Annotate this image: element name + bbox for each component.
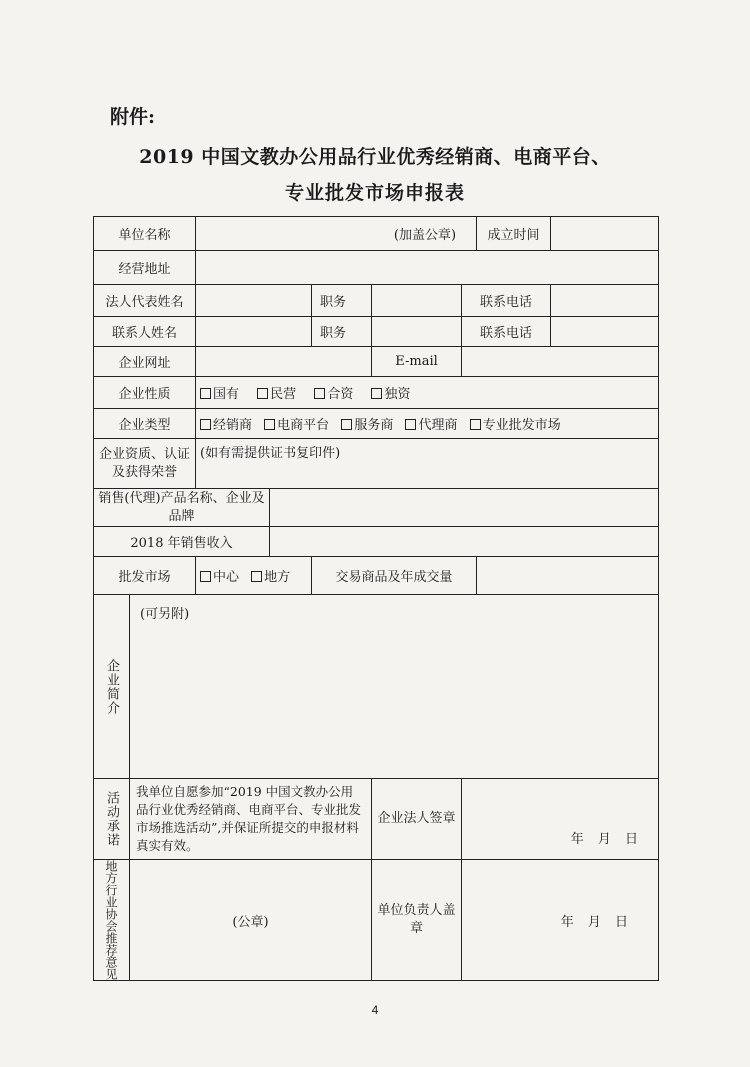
label-position: 职务 xyxy=(312,285,372,317)
position-field[interactable] xyxy=(372,285,462,317)
type-option[interactable]: 服务商 xyxy=(341,418,393,433)
phone-field[interactable] xyxy=(551,285,659,317)
label-phone: 联系电话 xyxy=(462,285,551,317)
date-2: 年 月 日 xyxy=(560,914,629,930)
label-legal-sign: 企业法人签章 xyxy=(372,779,462,860)
unit-name-field[interactable] xyxy=(196,217,477,251)
row-market xyxy=(94,557,659,595)
row-type xyxy=(94,409,659,439)
label-market: 批发市场 xyxy=(94,557,196,595)
label-unit-name: 单位名称 xyxy=(94,217,196,251)
checkbox-icon xyxy=(405,419,416,430)
checkbox-icon xyxy=(257,388,268,399)
address-field[interactable] xyxy=(196,251,659,285)
application-form xyxy=(93,216,659,981)
qualification-note: (如有需提供证书复印件) xyxy=(200,446,341,461)
seal-note: (加盖公章) xyxy=(393,228,457,243)
label-contact: 联系人姓名 xyxy=(94,317,196,347)
row-nature xyxy=(94,377,659,409)
legal-sign-field[interactable] xyxy=(462,779,659,860)
type-option[interactable]: 电商平台 xyxy=(264,418,329,433)
email-field[interactable] xyxy=(462,347,659,377)
type-option[interactable]: 经销商 xyxy=(200,418,252,433)
date-1: 年 月 日 xyxy=(570,832,639,847)
nature-option[interactable]: 合资 xyxy=(314,387,353,402)
row-intro xyxy=(94,595,659,779)
type-option[interactable]: 专业批发市场 xyxy=(470,418,561,433)
row-website xyxy=(94,347,659,377)
row-association xyxy=(94,860,659,981)
row-products xyxy=(94,489,659,527)
resp-sign-field[interactable] xyxy=(462,860,659,981)
position-field-2[interactable] xyxy=(372,317,462,347)
label-website: 企业网址 xyxy=(94,347,196,377)
market-options xyxy=(196,557,312,595)
intro-field[interactable] xyxy=(130,595,659,779)
form-title-line2: 专业批发市场申报表 xyxy=(284,182,465,204)
nature-option[interactable]: 独资 xyxy=(371,387,410,402)
nature-option[interactable]: 民营 xyxy=(257,387,296,402)
page-number: 4 xyxy=(371,1003,379,1017)
pledge-text: 我单位自愿参加“2019 中国文教办公用品行业优秀经销商、电商平台、专业批发市场推选活动”,并保证所提交的申报材料真实有效。 xyxy=(130,779,372,860)
sales-field[interactable] xyxy=(270,527,659,557)
contact-field[interactable] xyxy=(196,317,312,347)
label-resp-sign: 单位负责人盖章 xyxy=(372,860,462,981)
row-qualification xyxy=(94,439,659,489)
phone-field-2[interactable] xyxy=(551,317,659,347)
nature-option[interactable]: 国有 xyxy=(200,387,239,402)
nature-options xyxy=(196,377,659,409)
market-option[interactable]: 中心 xyxy=(200,570,239,585)
checkbox-icon xyxy=(200,571,211,582)
intro-note: (可另附) xyxy=(140,607,190,622)
legal-rep-field[interactable] xyxy=(196,285,312,317)
type-options xyxy=(196,409,659,439)
market-option[interactable]: 地方 xyxy=(251,570,290,585)
row-contact xyxy=(94,317,659,347)
label-phone-2: 联系电话 xyxy=(462,317,551,347)
established-field[interactable] xyxy=(551,217,659,251)
label-email: E-mail xyxy=(372,347,462,377)
checkbox-icon xyxy=(200,419,211,430)
label-qualification: 企业资质、认证及获得荣誉 xyxy=(94,439,196,489)
row-address xyxy=(94,251,659,285)
row-unit-name xyxy=(94,217,659,251)
label-legal-rep: 法人代表姓名 xyxy=(94,285,196,317)
association-field[interactable] xyxy=(130,860,372,981)
label-intro: 企业简介 xyxy=(94,595,130,779)
row-legal-rep xyxy=(94,285,659,317)
label-products: 销售(代理)产品名称、企业及品牌 xyxy=(94,489,270,527)
row-sales xyxy=(94,527,659,557)
label-sales: 2018 年销售收入 xyxy=(94,527,270,557)
trade-field[interactable] xyxy=(477,557,659,595)
label-association: 地方行业协会推荐意见 xyxy=(94,860,130,981)
checkbox-icon xyxy=(251,571,262,582)
row-pledge xyxy=(94,779,659,860)
label-type: 企业类型 xyxy=(94,409,196,439)
website-field[interactable] xyxy=(196,347,372,377)
label-position-2: 职务 xyxy=(312,317,372,347)
attachment-label: 附件: xyxy=(110,106,156,128)
form-title-line1: 2019 中国文教办公用品行业优秀经销商、电商平台、 xyxy=(139,146,611,168)
qualification-field[interactable] xyxy=(196,439,659,489)
checkbox-icon xyxy=(470,419,481,430)
checkbox-icon xyxy=(200,388,211,399)
label-address: 经营地址 xyxy=(94,251,196,285)
checkbox-icon xyxy=(264,419,275,430)
public-seal: (公章) xyxy=(232,914,269,930)
label-nature: 企业性质 xyxy=(94,377,196,409)
label-pledge: 活动承诺 xyxy=(94,779,130,860)
type-option[interactable]: 代理商 xyxy=(405,418,457,433)
label-established: 成立时间 xyxy=(477,217,551,251)
checkbox-icon xyxy=(314,388,325,399)
label-trade: 交易商品及年成交量 xyxy=(312,557,477,595)
checkbox-icon xyxy=(341,419,352,430)
checkbox-icon xyxy=(371,388,382,399)
products-field[interactable] xyxy=(270,489,659,527)
